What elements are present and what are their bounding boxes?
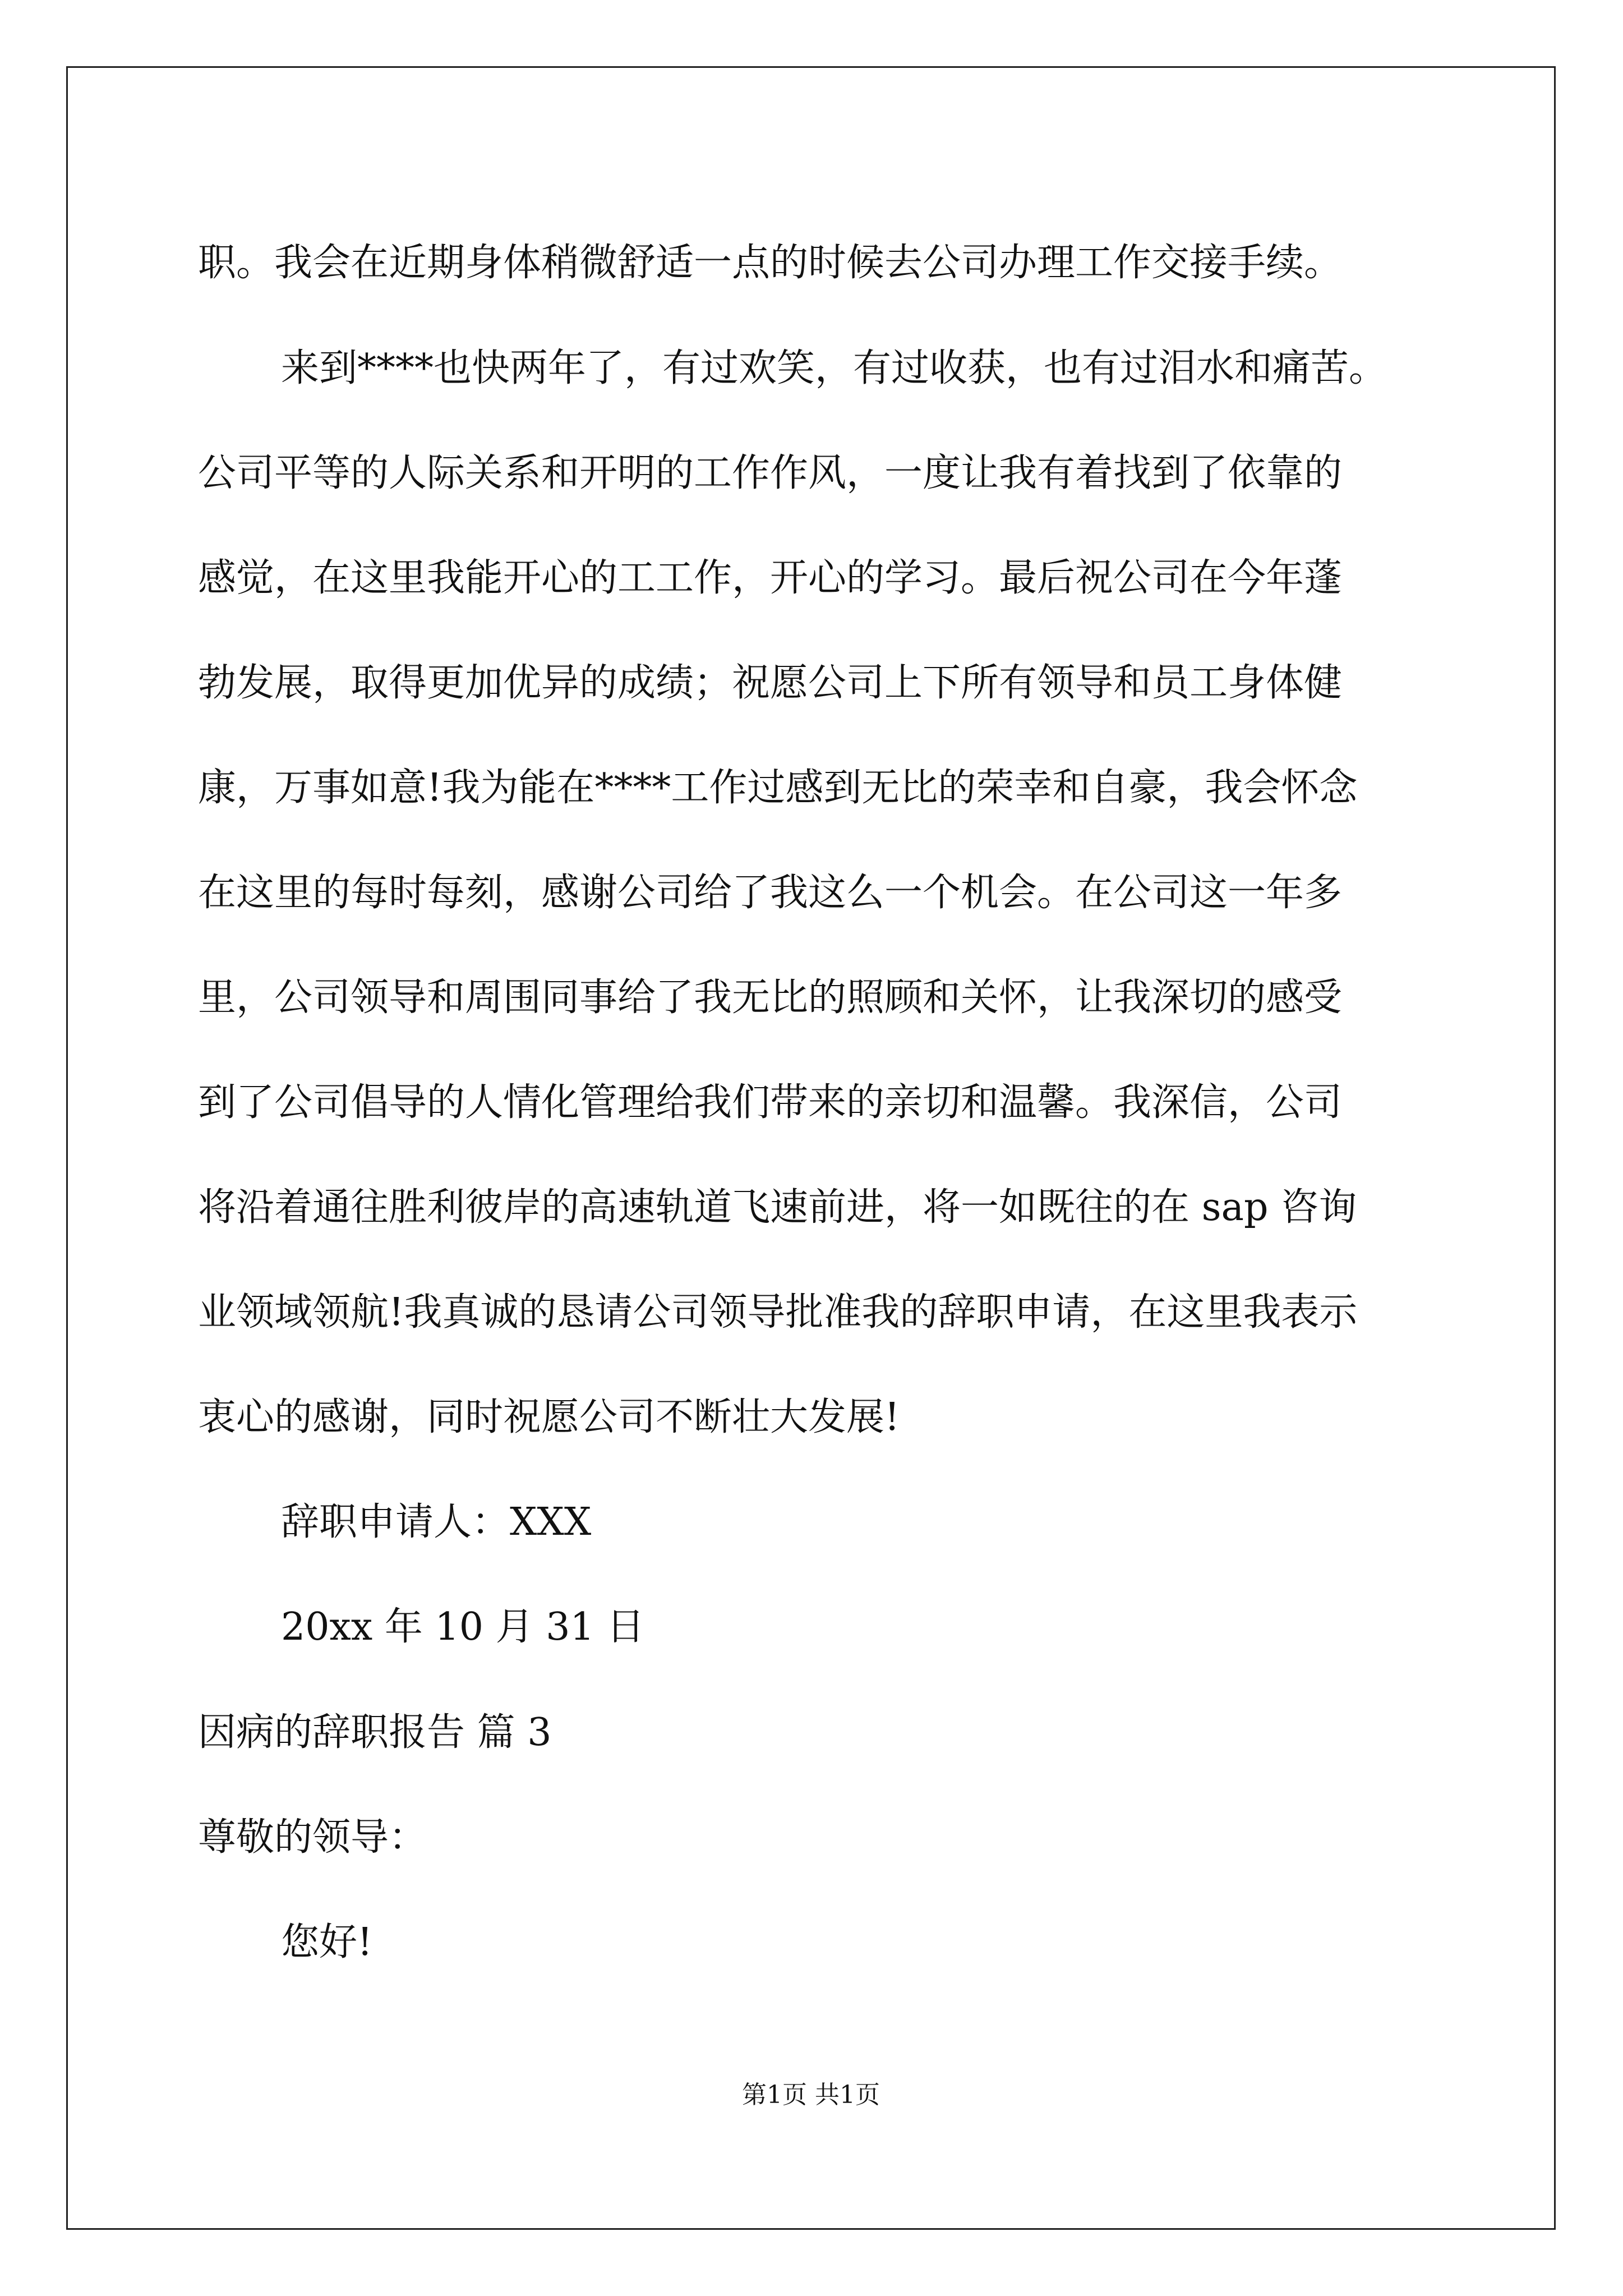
text-line: 感觉，在这里我能开心的工工作，开心的学习。最后祝公司在今年蓬 — [198, 556, 1343, 600]
text-line: 将沿着通往胜利彼岸的高速轨道飞速前进，将一如既往的在 sap 咨询 — [198, 1185, 1357, 1230]
salutation: 尊敬的领导： — [198, 1815, 427, 1860]
text-line: 业领域领航!我真诚的恳请公司领导批准我的辞职申请，在这里我表示 — [198, 1290, 1358, 1335]
text-line: 来到****也快两年了，有过欢笑，有过收获，也有过泪水和痛苦。 — [281, 346, 1387, 390]
text-line: 康，万事如意!我为能在****工作过感到无比的荣幸和自豪，我会怀念 — [198, 766, 1358, 810]
date-line: 20xx 年 10 月 31 日 — [281, 1605, 645, 1649]
text-line: 在这里的每时每刻，感谢公司给了我这么一个机会。在公司这一年多 — [198, 871, 1343, 915]
text-line: 衷心的感谢，同时祝愿公司不断壮大发展! — [198, 1395, 900, 1439]
text-line: 职。我会在近期身体稍微舒适一点的时候去公司办理工作交接手续。 — [198, 241, 1343, 285]
section-heading: 因病的辞职报告 篇 3 — [198, 1710, 552, 1755]
signature-line: 辞职申请人：XXX — [281, 1500, 592, 1544]
page-frame — [66, 66, 1556, 2230]
text-line: 勃发展，取得更加优异的成绩；祝愿公司上下所有领导和员工身体健 — [198, 661, 1343, 705]
page-number-footer: 第1页 共1页 — [742, 2081, 880, 2109]
text-line: 公司平等的人际关系和开明的工作作风，一度让我有着找到了依靠的 — [198, 451, 1343, 495]
greeting: 您好! — [281, 1920, 373, 1964]
text-line: 里，公司领导和周围同事给了我无比的照顾和关怀，让我深切的感受 — [198, 976, 1343, 1020]
text-line: 到了公司倡导的人情化管理给我们带来的亲切和温馨。我深信，公司 — [198, 1080, 1343, 1125]
